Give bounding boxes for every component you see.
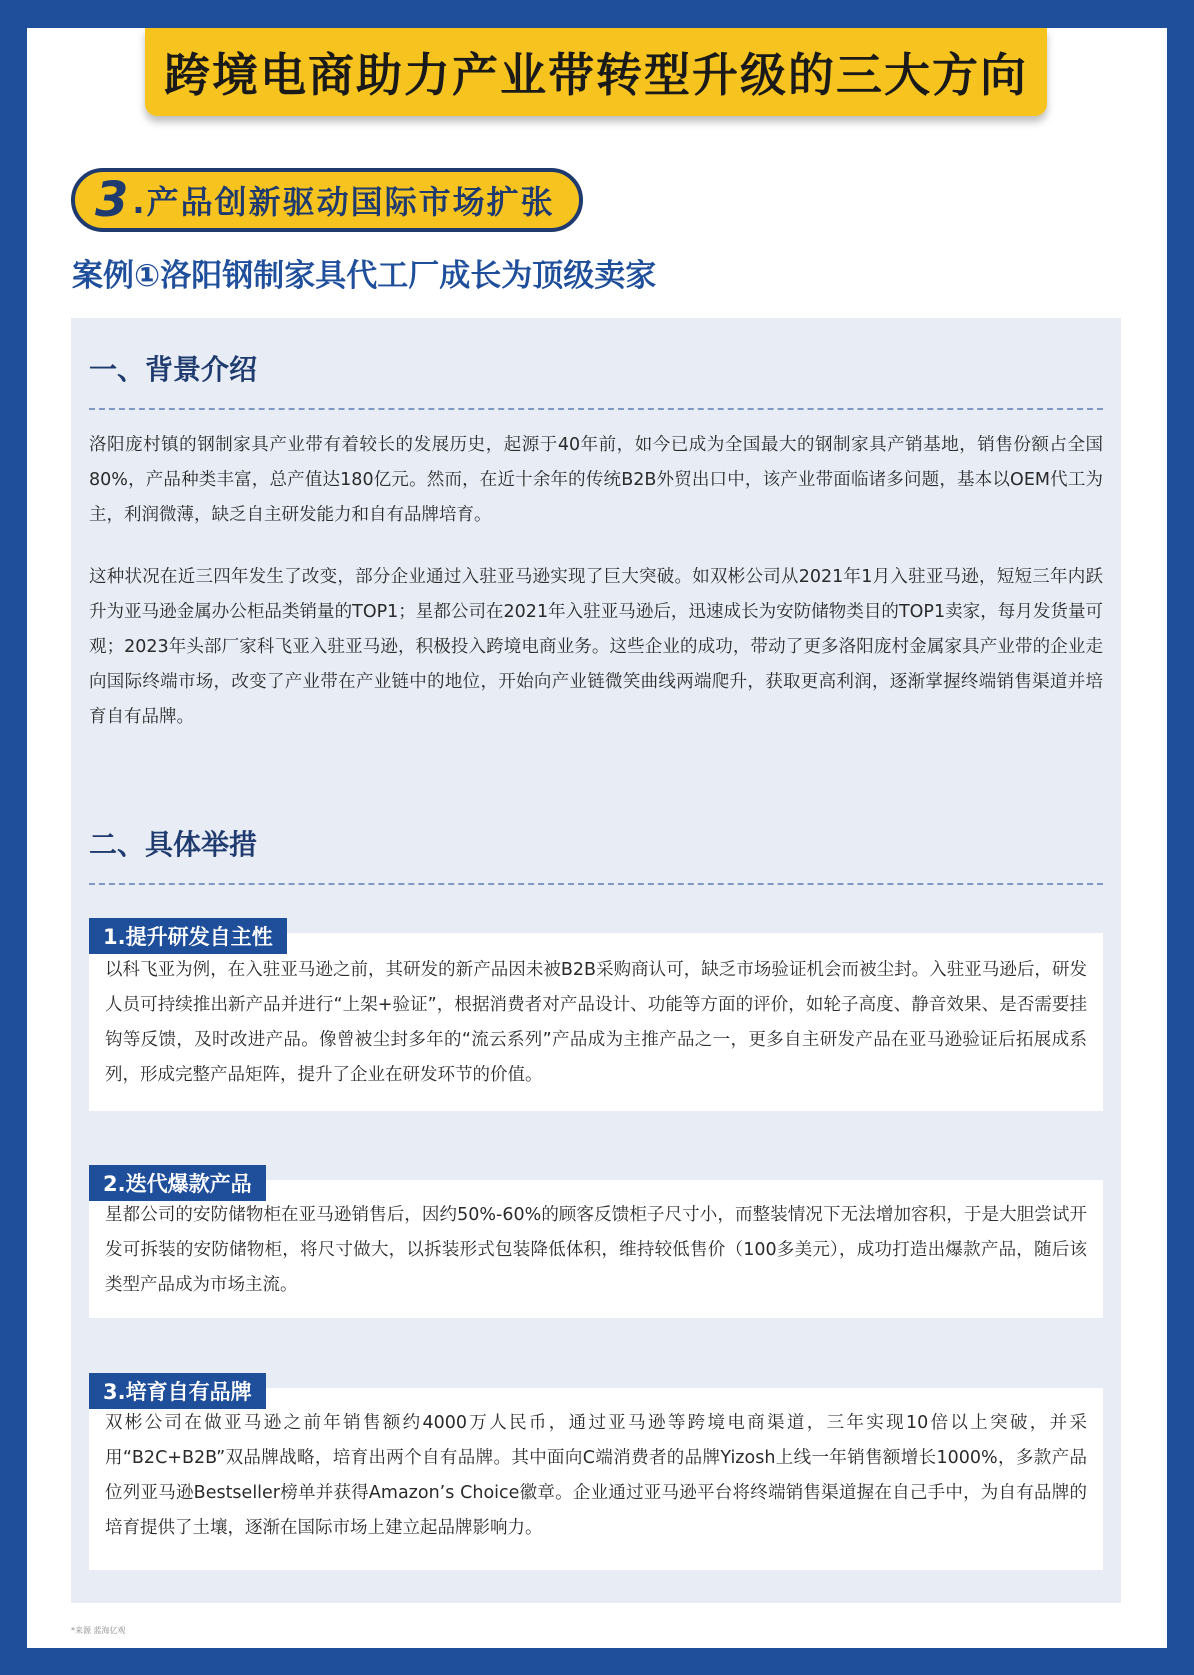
measures-heading: 二、具体举措 [89, 828, 258, 861]
measure-label-3: 3.培育自有品牌 [89, 1373, 266, 1409]
measure-card-3 [89, 1388, 1103, 1570]
measure-card-1 [89, 933, 1103, 1111]
section-title: .产品创新驱动国际市场扩张 [132, 183, 555, 221]
measure-text-2: 星都公司的安防储物柜在亚马逊销售后，因约50%-60%的顾客反馈柜子尺寸小，而整装情况下无法增加容积，于是大胆尝试开发可拆装的安防储物柜，将尺寸做大，以拆装形式包装降低体积，维持较低售价（100多美元），成功打造出爆款产品，随后该类型产品成为市场主流。 [105, 1205, 1087, 1295]
section-header [71, 168, 583, 232]
background-heading: 一、背景介绍 [89, 353, 258, 386]
page-title: 跨境电商助力产业带转型升级的三大方向 [145, 28, 1047, 116]
divider [89, 883, 1103, 885]
case-title: 案例①洛阳钢制家具代工厂成长为顶级卖家 [72, 258, 657, 294]
measure-label-2: 2.迭代爆款产品 [89, 1165, 266, 1201]
measure-label-1: 1.提升研发自主性 [89, 918, 287, 954]
content-panel [71, 318, 1121, 1603]
background-paragraph-2: 这种状况在近三四年发生了改变，部分企业通过入驻亚马逊实现了巨大突破。如双彬公司从2021年1月入驻亚马逊，短短三年内跃升为亚马逊金属办公柜品类销量的TOP1；星都公司在2021年入驻亚马逊后，迅速成长为安防储物类目的TOP1卖家，每月发货量可观；2023年头部厂家科飞亚入驻亚马逊，积极投入跨境电商业务。这些企业的成功，带动了更多洛阳庞村金属家具产业带的企业走向国际终端市场，改变了产业带在产业链中的地位，开始向产业链微笑曲线两端爬升，获取更高利润，逐渐掌握终端销售渠道并培育自有品牌。 [89, 567, 1103, 727]
page [27, 28, 1167, 1648]
background-paragraph-1: 洛阳庞村镇的钢制家具产业带有着较长的发展历史，起源于40年前，如今已成为全国最大的钢制家具产销基地，销售份额占全国80%，产品种类丰富，总产值达180亿元。然而，在近十余年的传统B2B外贸出口中，该产业带面临诸多问题，基本以OEM代工为主，利润微薄，缺乏自主研发能力和自有品牌培育。 [89, 435, 1103, 525]
measure-text-1: 以科飞亚为例，在入驻亚马逊之前，其研发的新产品因未被B2B采购商认可，缺乏市场验证机会而被尘封。入驻亚马逊后，研发人员可持续推出新产品并进行“上架+验证”，根据消费者对产品设计、功能等方面的评价，如轮子高度、静音效果、是否需要挂钩等反馈，及时改进产品。像曾被尘封多年的“流云系列”产品成为主推产品之一，更多自主研发产品在亚马逊验证后拓展成系列，形成完整产品矩阵，提升了企业在研发环节的价值。 [105, 960, 1087, 1085]
source-footnote: *来源 蓝海亿观 [71, 1626, 126, 1635]
measure-text-3: 双彬公司在做亚马逊之前年销售额约4000万人民币，通过亚马逊等跨境电商渠道，三年实现10倍以上突破，并采用“B2C+B2B”双品牌战略，培育出两个自有品牌。其中面向C端消费者的品牌Yizosh上线一年销售额增长1000%，多款产品位列亚马逊Bestseller榜单并获得Amazon’s Choice徽章。企业通过亚马逊平台将终端销售渠道握在自己手中，为自有品牌的培育提供了土壤，逐渐在国际市场上建立起品牌影响力。 [105, 1413, 1087, 1538]
divider [89, 408, 1103, 410]
section-number: 3 [95, 172, 129, 228]
